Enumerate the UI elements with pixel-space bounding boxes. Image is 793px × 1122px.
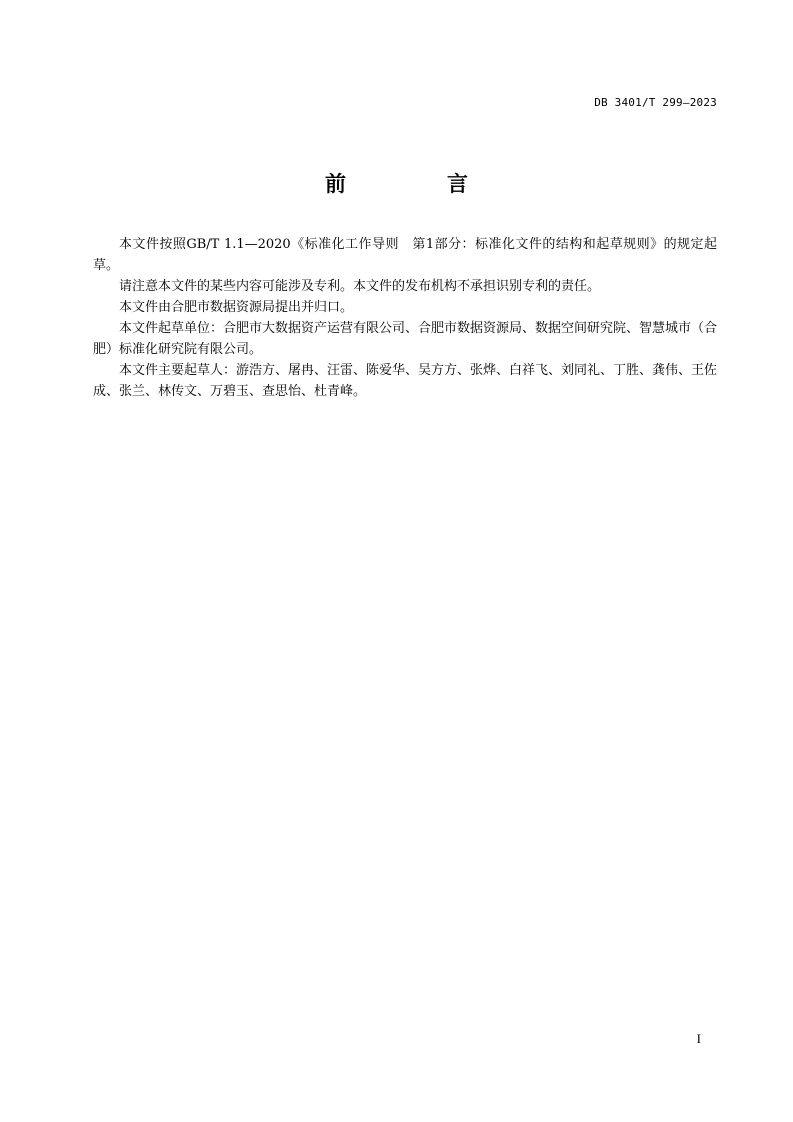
paragraph-patent-notice: 请注意本文件的某些内容可能涉及专利。本文件的发布机构不承担识别专利的责任。 bbox=[119, 279, 601, 294]
page-number: I bbox=[696, 1031, 701, 1046]
paragraph-drafters: 本文件主要起草人：游浩方、屠冉、汪雷、陈爱华、吴方方、张烨、白祥飞、刘同礼、丁胜、龚伟、王佐成、张兰、林传文、万碧玉、查思怡、杜青峰。 bbox=[93, 363, 718, 399]
paragraph-drafting-units: 本文件起草单位：合肥市大数据资产运营有限公司、合肥市数据资源局、数据空间研究院、智慧城市（合肥）标准化研究院有限公司。 bbox=[93, 321, 718, 357]
foreword-body bbox=[93, 234, 717, 402]
paragraph-standard-basis: 本文件按照GB/T 1.1—2020《标准化工作导则 第1部分：标准化文件的结构和起草规则》的规定起草。 bbox=[93, 237, 717, 273]
standard-code: DB 3401/T 299—2023 bbox=[594, 96, 717, 109]
page-title: 前 言 bbox=[325, 172, 508, 196]
paragraph-proposer: 本文件由合肥市数据资源局提出并归口。 bbox=[119, 300, 354, 315]
